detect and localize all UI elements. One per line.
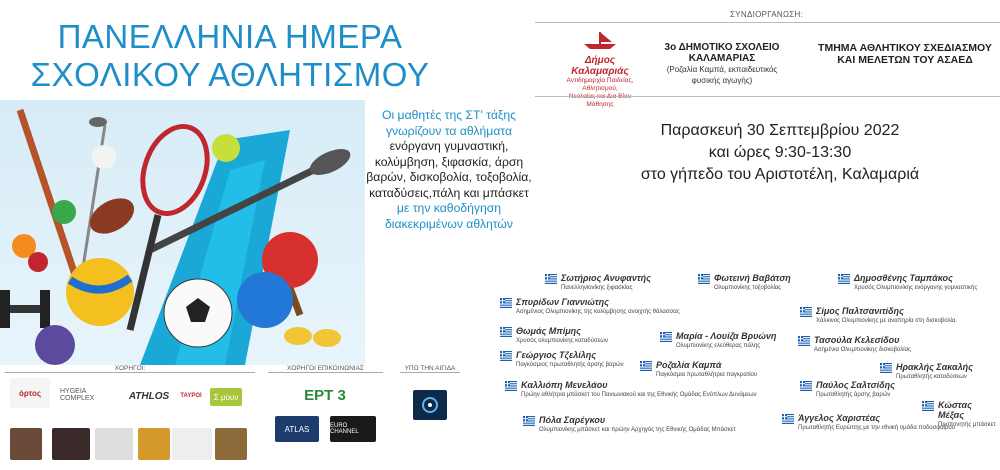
sponsor-photo	[172, 428, 212, 460]
municipality-sub-2: Μάθησης	[586, 101, 614, 108]
athlete-description: Πρωταθλητής άρσης βαρών	[816, 392, 891, 398]
greek-flag-icon	[880, 363, 892, 373]
divider	[5, 372, 255, 373]
sponsor-photo	[95, 428, 133, 460]
municipality-logo	[560, 30, 640, 109]
athlete-name: Σωτήριος Ανυφαντής	[561, 273, 651, 283]
athlete-entry	[880, 362, 973, 382]
athlete-description: Ασημένια Ολυμπιονίκης δισκοβολίας	[814, 347, 911, 353]
desc-line: διακεκριμένων αθλητών	[384, 216, 514, 231]
department-line-2: ΚΑΙ ΜΕΛΕΤΩΝ ΤΟΥ ΑΣΑΕΔ	[837, 54, 973, 66]
title-line-1: ΠΑΝΕΛΛΗΝΙΑ ΗΜΕΡΑ	[57, 18, 403, 55]
school-line-2: ΚΑΛΑΜΑΡΙΑΣ	[688, 53, 756, 64]
media-logo: ATLAS	[275, 416, 319, 442]
athlete-entry	[500, 297, 680, 317]
athlete-name: Κώστας Μέξας	[938, 400, 972, 420]
sponsor-photo	[215, 428, 247, 460]
athlete-description: Παγκόσμιος πρωταθλητής άρσης βαρών	[516, 362, 624, 368]
municipality-sub-1: Αντιδημαρχία Παιδείας, Αθλητισμού,	[566, 77, 634, 92]
athlete-description: Χάλκινος Ολυμπιονίκης με αναπηρία στη δισκοβολία.	[816, 318, 957, 324]
athlete-entry	[800, 306, 957, 326]
athlete-entry	[782, 413, 955, 433]
athlete-description: Προπονητής μπάσκετ	[938, 422, 996, 428]
greek-flag-icon	[838, 274, 850, 284]
athlete-name: Σίμος Παλτσανιτίδης	[816, 306, 904, 316]
athlete-name: Σπυρίδων Γιαννιώτης	[516, 297, 609, 307]
athlete-description: Ολυμπιονίκης ελεύθερας πάλης	[676, 343, 761, 349]
sports-illustration	[0, 100, 365, 365]
desc-line: ενόργανη γυμναστική,	[389, 139, 509, 153]
moral-support-logo	[413, 390, 447, 420]
sponsor-logo: Σ μουν	[210, 388, 242, 406]
sponsor-photo	[52, 428, 90, 460]
divider	[268, 372, 383, 373]
athlete-entry	[500, 350, 624, 370]
desc-line: γνωρίζουν τα αθλήματα	[385, 123, 513, 138]
department-line-1: ΤΜΗΜΑ ΑΘΛΗΤΙΚΟΥ ΣΧΕΔΙΑΣΜΟΥ	[818, 42, 992, 54]
greek-flag-icon	[500, 298, 512, 308]
greek-flag-icon	[545, 274, 557, 284]
ship-icon	[582, 30, 618, 50]
greek-flag-icon	[798, 336, 810, 346]
athlete-entry	[698, 273, 791, 293]
greek-flag-icon	[782, 414, 794, 424]
athlete-entry	[800, 380, 895, 400]
desc-line: κολύμβηση, ξιφασκία, άρση	[374, 154, 524, 169]
athlete-description: Ασημένιος Ολυμπιονίκης της κολύμβησης ανοιχτής θάλασσας	[516, 309, 680, 315]
athlete-description: Χρυσός ολυμπιονίκης καταδύσεων	[516, 338, 608, 344]
greek-flag-icon	[800, 307, 812, 317]
greek-flag-icon	[523, 416, 535, 426]
school-line-1: 3ο ΔΗΜΟΤΙΚΟ ΣΧΟΛΕΙΟ	[664, 42, 780, 53]
media-logo: EURO CHANNEL	[330, 416, 376, 442]
desc-line: Οι μαθητές της ΣΤ' τάξης	[381, 108, 517, 122]
event-time: και ώρες 9:30-13:30	[708, 144, 852, 161]
athlete-description: Ολυμπιονίκης μπάσκετ και πρώην Αρχηγός της Εθνικής Ομάδας Μπάσκετ	[539, 427, 736, 433]
event-details	[585, 120, 975, 186]
divider	[400, 372, 460, 373]
sponsor-logo: όρτος	[10, 378, 50, 408]
school-note: (Ροζαλία Καμπά, εκπαιδευτικός φυσικής αγωγής)	[666, 65, 778, 85]
athlete-description: Πρώην αθλήτρια μπάσκετ του Πανιωνιακού και της Εθνικής Ομάδας Ενόπλων Δυνάμεων	[521, 392, 757, 398]
sponsor-logo: ΤΑΥΡΟΙ	[180, 393, 202, 399]
athlete-description: Χρυσός Ολυμπιονίκης ενόργανης γυμναστικής	[854, 285, 978, 291]
desc-line: καταδύσεις,πάλη και μπάσκετ	[369, 185, 529, 200]
title-line-2: ΣΧΟΛΙΚΟΥ ΑΘΛΗΤΙΣΜΟΥ	[30, 56, 430, 93]
athlete-name: Ηρακλής Σακαλής	[896, 362, 973, 372]
athlete-entry	[838, 273, 977, 293]
athlete-name: Πόλα Σαρέγκου	[539, 415, 606, 425]
athlete-entry	[798, 335, 911, 355]
municipality-name: Δήμος Καλαμαριάς	[571, 55, 629, 77]
page-title	[20, 18, 440, 94]
sponsor-photo	[10, 428, 42, 460]
desc-line: με την καθοδήγηση	[396, 201, 502, 215]
media-logo: ΕΡΤ 3	[304, 386, 346, 404]
greek-flag-icon	[800, 381, 812, 391]
moral-support-label: ΥΠΟ ΤΗΝ ΑΙΓΙΔΑ	[404, 365, 456, 372]
athlete-description: Πρωταθλητής καταδύσεων	[896, 374, 967, 380]
school-block	[652, 42, 792, 86]
sponsor-logo: HYGEIA COMPLEX	[60, 388, 95, 402]
athlete-entry	[660, 331, 776, 351]
athlete-name: Δημοσθένης Ταμπάκος	[854, 273, 953, 283]
athlete-name: Μαρία - Λουίζα Βρυώνη	[676, 331, 777, 341]
athlete-name: Καλλιόπη Μενελάου	[521, 380, 608, 390]
athlete-name: Άγγελος Χαριστέας	[798, 413, 881, 423]
athlete-name: Παύλος Σαλτσίδης	[816, 380, 895, 390]
divider	[535, 22, 1000, 23]
activity-description	[360, 108, 538, 232]
event-place: στο γήπεδο του Αριστοτέλη, Καλαμαριά	[640, 166, 920, 183]
media-label: ΧΟΡΗΓΟΙ ΕΠΙΚΟΙΝΩΝΙΑΣ	[287, 365, 364, 372]
athlete-name: Γεώργιος Τζελίλης	[516, 350, 597, 360]
athlete-entry	[545, 273, 651, 293]
greek-flag-icon	[500, 327, 512, 337]
athlete-description: Πανελληνιονίκης ξιφασκίας	[561, 285, 633, 291]
athlete-name: Τασούλα Κελεσίδου	[814, 335, 900, 345]
athlete-description: Πρωταθλητής Ευρώπης με την εθνική ομάδα ποδοσφαίρου	[798, 425, 956, 431]
department-block	[815, 42, 995, 66]
greek-flag-icon	[505, 381, 517, 391]
coorganization-label: ΣΥΝΔΙΟΡΓΑΝΩΣΗ:	[730, 10, 804, 19]
event-date: Παρασκευή 30 Σεπτεμβρίου 2022	[660, 122, 900, 139]
sports-equipment-icon	[0, 100, 365, 365]
emblem-icon	[420, 395, 440, 415]
athlete-name: Φωτεινή Βαβάτση	[714, 273, 791, 283]
greek-flag-icon	[698, 274, 710, 284]
sponsor-photo	[138, 428, 170, 460]
athlete-description: Παγκόσμια πρωταθλήτρια παγκρατίου	[656, 372, 758, 378]
desc-line: βαρών, δισκοβολία, τοξοβολία,	[366, 170, 532, 184]
athlete-name: Θωμάς Μπίμης	[516, 326, 581, 336]
athlete-entry	[523, 415, 736, 435]
greek-flag-icon	[922, 401, 934, 411]
athlete-description: Ολυμπιονίκης τοξοβολίας	[714, 285, 782, 291]
sponsors-label: ΧΟΡΗΓΟΙ:	[114, 365, 146, 372]
athlete-entry	[505, 380, 757, 400]
divider	[535, 96, 1000, 97]
greek-flag-icon	[500, 351, 512, 361]
sponsor-logo: ATHLOS	[128, 390, 170, 402]
greek-flag-icon	[660, 332, 672, 342]
athlete-entry	[640, 360, 757, 380]
athlete-name: Ροζαλία Καμπά	[656, 360, 722, 370]
athlete-entry	[500, 326, 608, 346]
greek-flag-icon	[640, 361, 652, 371]
